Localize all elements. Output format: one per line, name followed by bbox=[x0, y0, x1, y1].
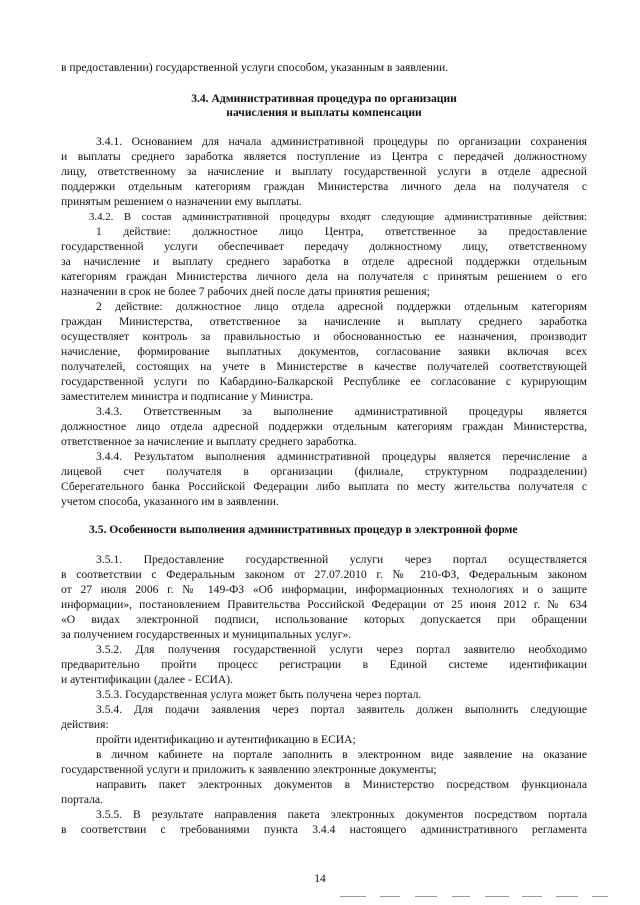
paragraph-line: от 27 июля 2006 г. № 149-ФЗ «Об информации, информационных технологиях и о защите bbox=[61, 583, 587, 596]
paragraph-line: «О видах электронной подписи, использование которых допускается при обращении bbox=[61, 613, 587, 626]
paragraph-line: начисление, формирование выплатных документов, согласование заявки включая всех bbox=[61, 345, 587, 358]
paragraph-line: 3.5.1. Предоставление государственной услуги через портал осуществляется bbox=[96, 553, 587, 566]
paragraph-line: ответственное за начисление и выплату среднего заработка. bbox=[61, 435, 357, 448]
paragraph-line: 3.5.4. Для подачи заявления через портал заявитель должен выполнить следующие bbox=[96, 703, 587, 716]
paragraph-line: 3.4.2. В состав административной процедуры входят следующие административные действия: bbox=[89, 211, 587, 223]
paragraph-line: должностное лицо отдела адресной поддержки отдельным категориям граждан Министерства, bbox=[61, 420, 587, 433]
paragraph-line: 3.4.1. Основанием для начала административной процедуры по организации сохранения bbox=[96, 135, 587, 148]
paragraph-line: в соответствии с требованиями пункта 3.4.4 настоящего административного регламента bbox=[61, 823, 587, 836]
list-item: портала. bbox=[61, 793, 103, 806]
text-line: в предоставлении) государственной услуги способом, указанным в заявлении. bbox=[61, 61, 449, 74]
paragraph-line: 3.4.4. Результатом выполнения административной процедуры является перечисление а bbox=[96, 450, 587, 463]
list-item: в личном кабинете на портале заполнить в электронном виде заявление на оказание bbox=[96, 748, 587, 761]
section-heading: 3.5. Особенности выполнения административных процедур в электронной форме bbox=[89, 523, 518, 536]
scan-artifact bbox=[380, 896, 400, 897]
paragraph-line: Сберегательного банка Российской Федерации либо выплата по месту жительства получателя с bbox=[61, 480, 587, 493]
paragraph-line: 1 действие: должностное лицо Центра, ответственное за предоставление bbox=[96, 225, 587, 238]
paragraph-line: государственной услуги по Кабардино-Балкарской Республике ее согласование с курирующим bbox=[61, 375, 587, 388]
list-item: государственной услуги и приложить к заявлению электронные документы; bbox=[61, 763, 437, 776]
paragraph-line: 3.5.2. Для получения государственной услуги через портал заявителю необходимо bbox=[96, 643, 587, 656]
scan-artifact bbox=[592, 896, 608, 897]
paragraph-line: и выплаты среднего заработка является поступление из Центра с передачей должностному bbox=[61, 150, 587, 163]
paragraph-line: лицу, ответственному за начисление и выплату государственной услуги в отделе адресной bbox=[61, 165, 587, 178]
scan-artifact bbox=[415, 896, 437, 897]
paragraph-line: за получением государственных и муниципальных услуг». bbox=[61, 628, 352, 641]
paragraph-line: действия: bbox=[61, 718, 109, 731]
paragraph-line: 3.5.5. В результате направления пакета электронных документов посредством портала bbox=[96, 808, 587, 821]
paragraph-line: 3.4.3. Ответственным за выполнение административной процедуры является bbox=[96, 405, 587, 418]
paragraph-line: поддержки отдельным категориям граждан Министерства личного дела на получателя с bbox=[61, 180, 587, 193]
paragraph-line: принятым решением о назначении ему выплаты. bbox=[61, 195, 302, 208]
scan-artifact bbox=[522, 896, 542, 897]
paragraph-line: категориям граждан Министерства личного дела на получателя с принятым решением о его bbox=[61, 270, 587, 283]
paragraph-line: предварительно пройти процесс регистрации в Единой системе идентификации bbox=[61, 658, 587, 671]
section-heading: начисления и выплаты компенсации bbox=[226, 106, 422, 119]
paragraph-line: получателей, состоящих на учете в Министерстве в качестве получателей соответствующей bbox=[61, 360, 587, 373]
paragraph-line: граждан Министерства, ответственное за начисление и выплату среднего заработка bbox=[61, 315, 587, 328]
paragraph-line: государственной услуги обеспечивает передачу должностному лицу, ответственному bbox=[61, 240, 587, 253]
scan-artifact bbox=[485, 896, 509, 897]
list-item: направить пакет электронных документов в Министерство посредством функционала bbox=[96, 778, 587, 791]
paragraph-line: в соответствии с Федеральным законом от 27.07.2010 г. № 210-ФЗ, Федеральным законом bbox=[61, 568, 587, 581]
scan-artifact bbox=[340, 896, 366, 897]
page-number: 14 bbox=[314, 872, 326, 885]
paragraph-line: 2 действие: должностное лицо отдела адресной поддержки отдельным категориям bbox=[96, 300, 587, 313]
paragraph-line: лицевой счет получателя в организации (филиале, структурном подразделении) bbox=[61, 465, 587, 478]
section-heading: 3.4. Административная процедура по организации bbox=[191, 92, 457, 105]
paragraph-line: информации», постановлением Правительства Российской Федерации от 25 июня 2012 г. № 634 bbox=[61, 598, 587, 611]
paragraph-line: и аутентификации (далее - ЕСИА). bbox=[61, 673, 234, 686]
paragraph-line: заместителем министра и подписание у Министра. bbox=[61, 390, 314, 403]
paragraph-line: 3.5.3. Государственная услуга может быть получена через портал. bbox=[96, 688, 422, 701]
paragraph-line: учетом способа, указанного им в заявлении. bbox=[61, 495, 279, 508]
list-item: пройти идентификацию и аутентификацию в ЕСИА; bbox=[96, 733, 356, 746]
scan-artifact bbox=[452, 896, 470, 897]
scan-artifact bbox=[556, 896, 578, 897]
paragraph-line: назначении в срок не более 7 рабочих дней после даты принятия решения; bbox=[61, 285, 430, 298]
paragraph-line: осуществляет контроль за правильностью и обоснованностью ее назначения, производит bbox=[61, 330, 587, 343]
paragraph-line: за начисление и выплату среднего заработка в отделе адресной поддержки отдельным bbox=[61, 255, 587, 268]
